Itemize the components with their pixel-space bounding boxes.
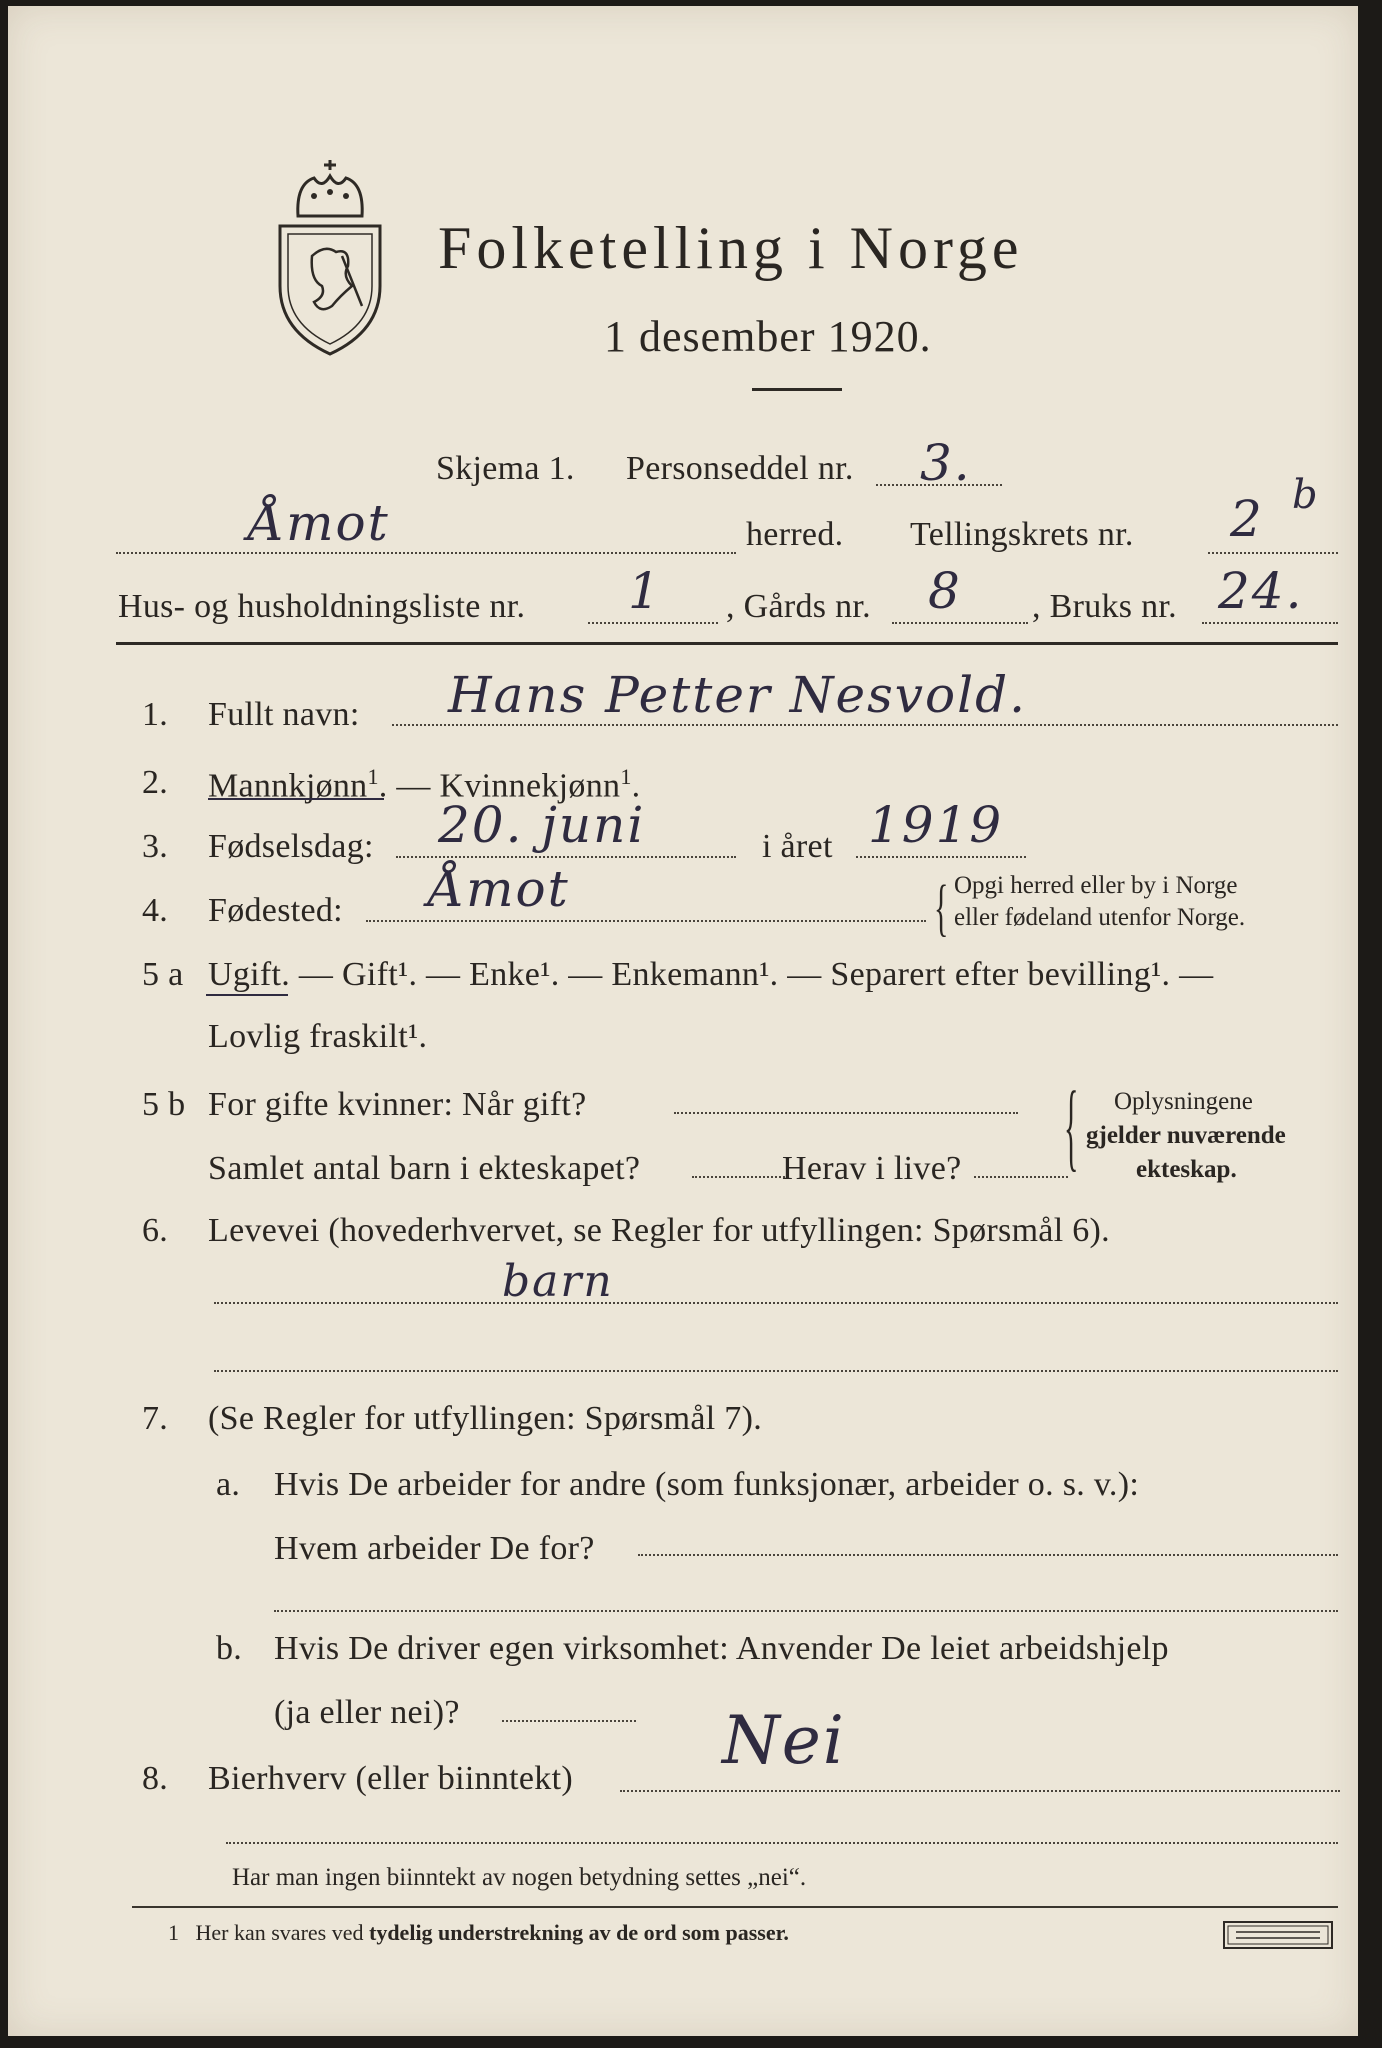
year-label: i året <box>762 828 833 865</box>
secondary-income-value: Nei <box>722 1702 846 1779</box>
footer-note: Har man ingen biinntekt av nogen betydning settes „nei“. <box>232 1864 807 1891</box>
birthdate-field <box>396 856 736 858</box>
census-date: 1 desember 1920. <box>604 312 932 361</box>
skjema-label: Skjema 1. <box>436 450 575 487</box>
q4-number: 4. <box>142 892 169 929</box>
kvinnekjonn-option: Kvinnekjønn <box>439 767 621 805</box>
bruks-label: , Bruks nr. <box>1032 588 1177 625</box>
birthplace-value: Åmot <box>428 860 570 918</box>
q5a-number: 5 a <box>142 956 184 993</box>
married-when-field <box>674 1112 1018 1114</box>
ugift-option: Ugift <box>208 956 282 993</box>
occupation-field-1 <box>214 1302 1338 1304</box>
birthdate-value: 20. juni <box>438 796 646 854</box>
gards-label: , Gårds nr. <box>726 588 871 625</box>
q7-number: 7. <box>142 1400 169 1437</box>
husliste-label: Hus- og husholdningsliste nr. <box>118 588 526 625</box>
children-alive-field <box>974 1176 1068 1178</box>
q4-note-line1: Opgi herred eller by i Norge <box>954 872 1238 899</box>
husliste-field <box>588 622 718 624</box>
q1-number: 1. <box>142 696 169 733</box>
title-divider <box>752 388 842 391</box>
q7b-text: Hvis De driver egen virksomhet: Anvender De leiet arbeidshjelp <box>274 1630 1169 1667</box>
footnote: 1 Her kan svares ved tydelig understrekning av de ord som passer. <box>168 1920 789 1945</box>
q6-label: Levevei (hovederhvervet, se Regler for utfyllingen: Spørsmål 6). <box>208 1212 1110 1249</box>
tellingskrets-suffix: b <box>1292 472 1320 518</box>
q4-brace: { <box>934 873 949 944</box>
q4-label: Fødested: <box>208 892 343 929</box>
q1-label: Fullt navn: <box>208 696 360 733</box>
header-separator <box>116 642 1338 645</box>
mannkjonn-underline <box>208 798 384 800</box>
q5a-line2: Lovlig fraskilt¹. <box>208 1018 428 1055</box>
children-count-field <box>692 1176 788 1178</box>
q7b-letter: b. <box>216 1630 243 1667</box>
q1-field <box>392 724 1338 726</box>
q5b-note2: gjelder nuværende <box>1086 1122 1286 1149</box>
printer-stamp-icon <box>1222 1920 1334 1950</box>
q3-label: Fødselsdag: <box>208 828 374 865</box>
full-name-value: Hans Petter Nesvold. <box>448 666 1027 724</box>
herred-field <box>116 552 736 554</box>
occupation-field-2 <box>214 1370 1338 1372</box>
q6-number: 6. <box>142 1212 169 1249</box>
bruks-field <box>1202 622 1338 624</box>
q3-number: 3. <box>142 828 169 865</box>
personseddel-value: 3. <box>920 434 972 492</box>
employer-field-2 <box>274 1610 1338 1612</box>
q5b-label2: Samlet antal barn i ekteskapet? <box>208 1150 641 1187</box>
birthplace-field <box>366 920 926 922</box>
form-title: Folketelling i Norge <box>438 215 1024 281</box>
tellingskrets-field <box>1208 552 1338 554</box>
footnote-mark: 1 <box>168 1920 179 1945</box>
q5b-brace: { <box>1064 1073 1079 1183</box>
occupation-value: barn <box>502 1256 614 1307</box>
q4-note-line2: eller fødeland utenfor Norge. <box>954 904 1246 931</box>
herred-label: herred. <box>746 516 844 553</box>
q5b-note1: Oplysningene <box>1114 1088 1253 1115</box>
mannkjonn-option: Mannkjønn <box>208 767 368 805</box>
secondary-income-field-2 <box>226 1842 1338 1844</box>
q8-number: 8. <box>142 1760 169 1797</box>
gards-value: 8 <box>928 562 962 620</box>
norwegian-coat-of-arms-icon <box>270 156 390 361</box>
personseddel-label: Personseddel nr. <box>626 450 854 487</box>
hired-help-field <box>502 1720 636 1722</box>
q2-number: 2. <box>142 764 169 801</box>
q7a-text2: Hvem arbeider De for? <box>274 1530 595 1567</box>
q5b-label3: Herav i live? <box>782 1150 962 1187</box>
footnote-rule <box>132 1906 1338 1908</box>
q5b-number: 5 b <box>142 1086 186 1123</box>
husliste-value: 1 <box>628 562 662 620</box>
tellingskrets-value: 2 <box>1230 490 1264 548</box>
ugift-underline <box>206 994 288 996</box>
q5a-options: Ugift. — Gift¹. — Enke¹. — Enkemann¹. — Separert efter bevilling¹. — <box>208 956 1214 993</box>
q2-options: Mannkjønn$^1$. — Kvinnekjønn$^1$. <box>208 764 641 805</box>
census-form <box>8 6 1358 2036</box>
q7a-text: Hvis De arbeider for andre (som funksjonær, arbeider o. s. v.): <box>274 1466 1140 1503</box>
q7-label: (Se Regler for utfyllingen: Spørsmål 7). <box>208 1400 763 1437</box>
tellingskrets-label: Tellingskrets nr. <box>910 516 1134 553</box>
gards-field <box>892 622 1028 624</box>
q8-label: Bierhverv (eller biinntekt) <box>208 1760 573 1797</box>
herred-value: Åmot <box>248 494 390 552</box>
secondary-income-field <box>620 1790 1340 1792</box>
q7a-letter: a. <box>216 1466 241 1503</box>
birthyear-field <box>856 856 1026 858</box>
birthyear-value: 1919 <box>868 796 1004 854</box>
q5b-note3: ekteskap. <box>1136 1156 1237 1183</box>
employer-field-1 <box>638 1554 1338 1556</box>
q5b-label1: For gifte kvinner: Når gift? <box>208 1086 587 1123</box>
q7b-text2: (ja eller nei)? <box>274 1694 460 1731</box>
bruks-value: 24. <box>1218 562 1304 620</box>
